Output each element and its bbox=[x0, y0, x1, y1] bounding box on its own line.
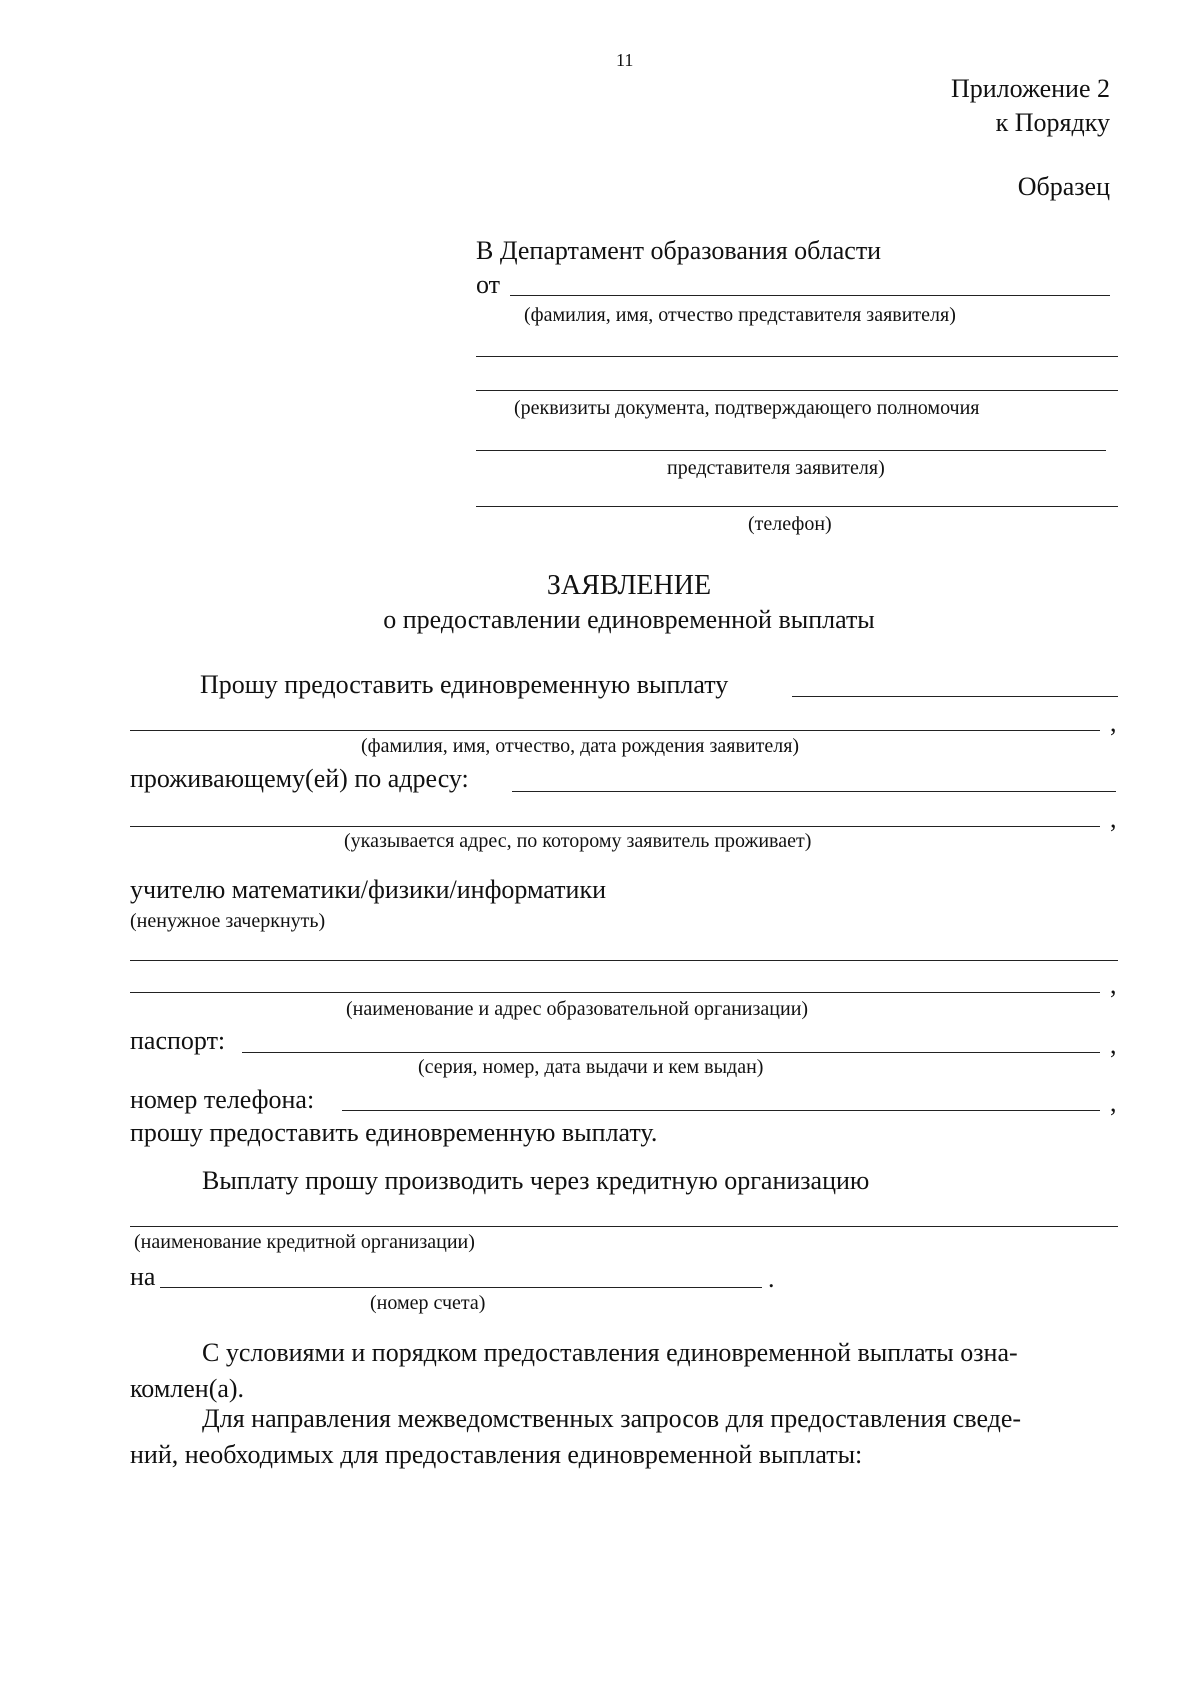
representative-phone-field[interactable] bbox=[476, 506, 1118, 507]
document-subtitle: о предоставлении единовременной выплаты bbox=[383, 605, 875, 634]
residing-label: проживающему(ей) по адресу: bbox=[130, 764, 469, 793]
hint-account: (номер счета) bbox=[370, 1292, 486, 1314]
account-number-field[interactable] bbox=[160, 1287, 762, 1288]
phone-label: номер телефона: bbox=[130, 1085, 315, 1114]
department-addressee: В Департамент образования области bbox=[476, 236, 882, 265]
hint-representative-name: (фамилия, имя, отчество представителя заявителя) bbox=[524, 304, 956, 326]
acquainted-line2: комлен(а). bbox=[130, 1374, 245, 1403]
teacher-subject: учителю математики/физики/информатики bbox=[130, 875, 606, 904]
document-details-field[interactable] bbox=[476, 450, 1106, 451]
request-intro: Прошу предоставить единовременную выплату bbox=[200, 670, 729, 699]
hint-document-line2: представителя заявителя) bbox=[667, 457, 885, 479]
organization-field-1[interactable] bbox=[130, 960, 1118, 961]
appendix-label: Приложение 2 bbox=[950, 74, 1110, 103]
bank-name-field[interactable] bbox=[130, 1226, 1118, 1227]
hint-bank: (наименование кредитной организации) bbox=[134, 1231, 475, 1253]
comma-5: , bbox=[1110, 1088, 1117, 1117]
hint-phone: (телефон) bbox=[748, 513, 832, 535]
hint-strike: (ненужное зачеркнуть) bbox=[130, 910, 326, 932]
acquainted-line1: С условиями и порядком предоставления единовременной выплаты озна- bbox=[202, 1338, 1018, 1367]
from-label: от bbox=[476, 270, 501, 299]
organization-field-2[interactable] bbox=[130, 992, 1100, 993]
on-label: на bbox=[130, 1262, 156, 1291]
representative-line-1[interactable] bbox=[476, 356, 1118, 357]
passport-label: паспорт: bbox=[130, 1026, 226, 1055]
request-close: прошу предоставить единовременную выплату. bbox=[130, 1118, 658, 1147]
hint-organization: (наименование и адрес образовательной организации) bbox=[346, 998, 809, 1020]
hint-document-line1: (реквизиты документа, подтверждающего полномочия bbox=[514, 397, 980, 419]
hint-address: (указывается адрес, по которому заявитель проживает) bbox=[344, 830, 812, 852]
payment-field-start[interactable] bbox=[792, 696, 1118, 697]
page-number: 11 bbox=[616, 50, 634, 70]
interagency-line1: Для направления межведомственных запросов для предоставления сведе- bbox=[202, 1404, 1022, 1433]
hint-passport: (серия, номер, дата выдачи и кем выдан) bbox=[418, 1056, 764, 1078]
interagency-line2: ний, необходимых для предоставления единовременной выплаты: bbox=[130, 1440, 863, 1469]
comma-4: , bbox=[1110, 1030, 1117, 1059]
phone-field[interactable] bbox=[342, 1110, 1100, 1111]
hint-applicant: (фамилия, имя, отчество, дата рождения заявителя) bbox=[361, 735, 800, 757]
representative-line-2[interactable] bbox=[476, 390, 1118, 391]
representative-name-field[interactable] bbox=[510, 295, 1110, 296]
address-field-2[interactable] bbox=[130, 826, 1100, 827]
payment-via: Выплату прошу производить через кредитную организацию bbox=[202, 1166, 870, 1195]
period: . bbox=[768, 1264, 775, 1293]
comma-3: , bbox=[1110, 970, 1117, 999]
comma-1: , bbox=[1110, 708, 1117, 737]
to-order-label: к Порядку bbox=[995, 108, 1110, 137]
applicant-name-field[interactable] bbox=[130, 730, 1100, 731]
address-field-1[interactable] bbox=[512, 791, 1116, 792]
passport-field[interactable] bbox=[242, 1052, 1100, 1053]
comma-2: , bbox=[1110, 804, 1117, 833]
sample-label: Образец bbox=[1017, 172, 1110, 201]
document-title: ЗАЯВЛЕНИЕ bbox=[546, 570, 712, 601]
